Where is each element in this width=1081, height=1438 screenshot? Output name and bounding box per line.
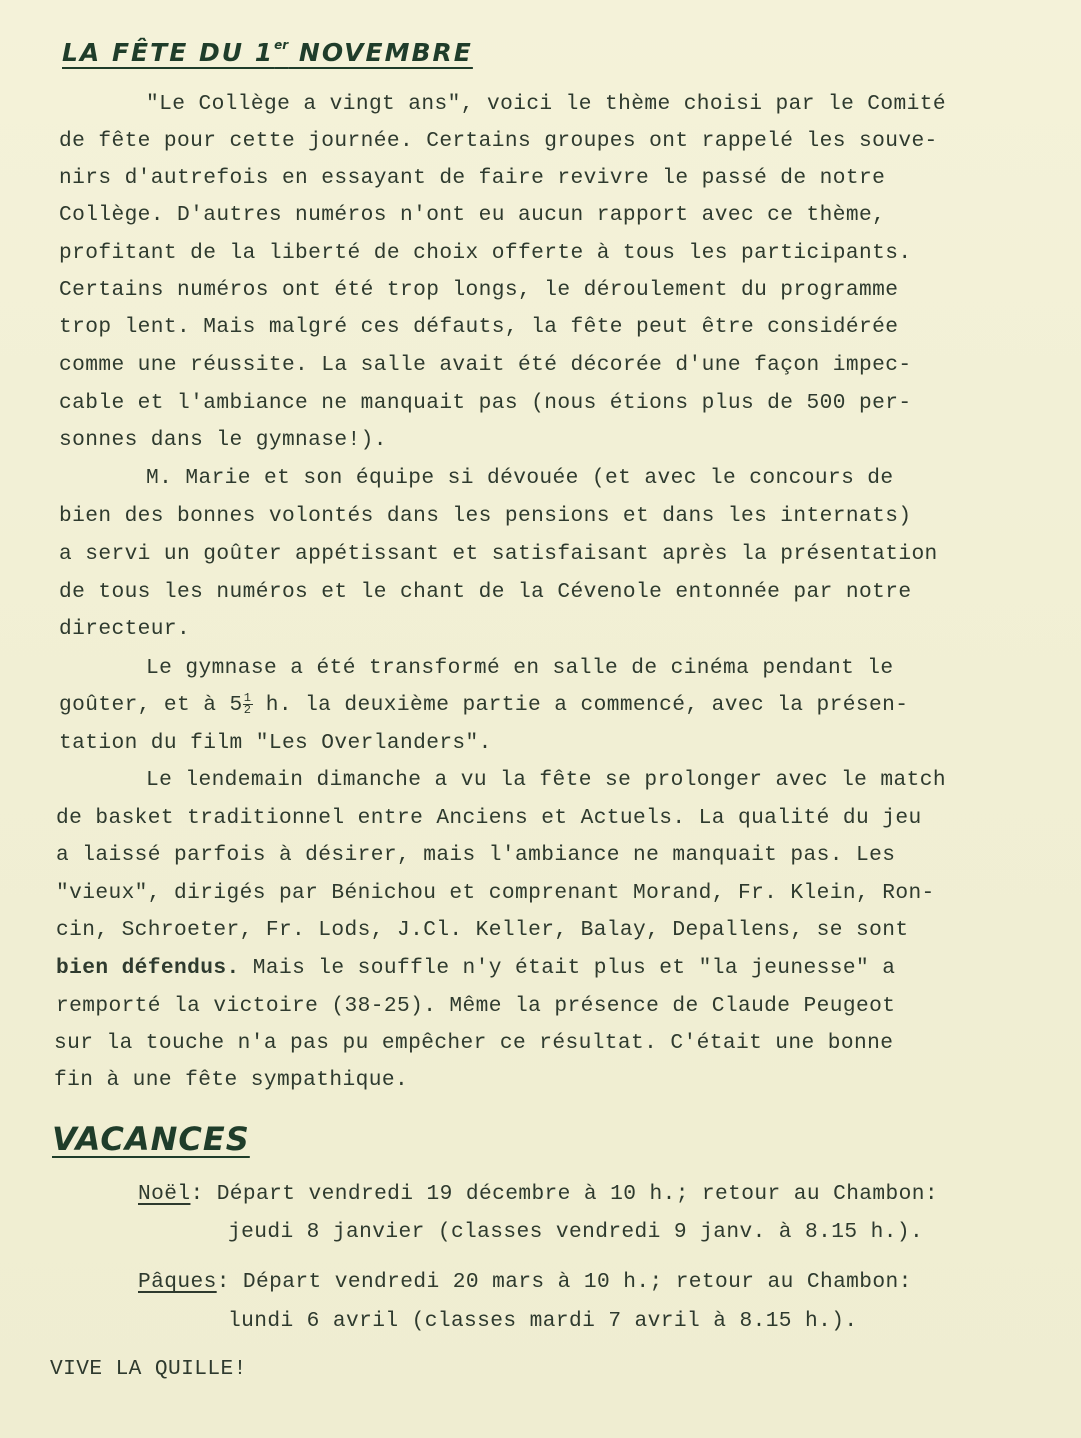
p3-line: Le gymnase a été transformé en salle de cinéma pendant le [146, 656, 894, 680]
noel-line-2: jeudi 8 janvier (classes vendredi 9 janv. à 8.15 h.). [228, 1220, 924, 1244]
fete-heading-post: NOVEMBRE [288, 38, 473, 67]
p2-line: de tous les numéros et le chant de la Cévenole entonnée par notre [59, 580, 912, 604]
p1-line: cable et l'ambiance ne manquait pas (nous étions plus de 500 per- [59, 391, 912, 415]
p4-line: de basket traditionnel entre Anciens et Actuels. La qualité du jeu [56, 806, 922, 830]
noel-details: : Départ vendredi 19 décembre à 10 h.; retour au Chambon: [190, 1182, 938, 1206]
p1-line: "Le Collège a vingt ans", voici le thème choisi par le Comité [146, 92, 946, 116]
p3-line2-post: h. la deuxième partie a commencé, avec la présen- [252, 693, 909, 718]
p3-line [59, 693, 908, 717]
p2-line: a servi un goûter appétissant et satisfaisant après la présentation [59, 542, 938, 566]
p1-line: comme une réussite. La salle avait été décorée d'une façon impec- [59, 353, 912, 377]
p4-line [56, 956, 895, 980]
bold-phrase: bien défendus. [56, 956, 240, 980]
p4-line: a laissé parfois à désirer, mais l'ambiance ne manquait pas. Les [56, 843, 896, 867]
half-fraction: $\frac{1}{2}$ [243, 691, 252, 717]
p4-line: fin à une fête sympathique. [54, 1068, 409, 1092]
p1-line: sonnes dans le gymnase!). [59, 428, 387, 452]
vacances-heading: VACANCES [52, 1120, 250, 1158]
paques-line-2: lundi 6 avril (classes mardi 7 avril à 8.15 h.). [228, 1309, 858, 1333]
p4-line: cin, Schroeter, Fr. Lods, J.Cl. Keller, Balay, Depallens, se sont [56, 918, 909, 942]
p4-line-rest: Mais le souffle n'y était plus et "la jeunesse" a [239, 956, 896, 980]
p3-line2-pre: goûter, et à 5 [59, 693, 243, 718]
p4-line: remporté la victoire (38-25). Même la présence de Claude Peugeot [56, 994, 896, 1018]
p2-line: bien des bonnes volontés dans les pensions et dans les internats) [59, 504, 912, 528]
fete-heading [62, 38, 473, 67]
p1-line: trop lent. Mais malgré ces défauts, la fête peut être considérée [59, 315, 899, 339]
noel-line [138, 1182, 938, 1206]
p4-line: Le lendemain dimanche a vu la fête se prolonger avec le match [146, 768, 946, 792]
p4-line: sur la touche n'a pas pu empêcher ce résultat. C'était une bonne [54, 1031, 894, 1055]
p1-line: de fête pour cette journée. Certains groupes ont rappelé les souve- [59, 129, 938, 153]
p1-line: Certains numéros ont été trop longs, le déroulement du programme [59, 278, 899, 302]
p3-line: tation du film "Les Overlanders". [59, 731, 492, 755]
paques-term: Pâques [138, 1270, 217, 1294]
paques-line [138, 1270, 912, 1294]
fete-heading-sup: er [274, 38, 289, 52]
p2-line: directeur. [59, 617, 191, 641]
p4-line: "vieux", dirigés par Bénichou et comprenant Morand, Fr. Klein, Ron- [56, 881, 935, 905]
p1-line: Collège. D'autres numéros n'ont eu aucun rapport avec ce thème, [59, 203, 886, 227]
noel-term: Noël [138, 1182, 191, 1206]
p2-line: M. Marie et son équipe si dévouée (et avec le concours de [146, 466, 894, 490]
paques-details: : Départ vendredi 20 mars à 10 h.; retour au Chambon: [216, 1270, 912, 1294]
fete-heading-pre: LA FÊTE DU 1 [62, 38, 275, 67]
closing-line: VIVE LA QUILLE! [50, 1357, 247, 1381]
p1-line: profitant de la liberté de choix offerte à tous les participants. [59, 241, 912, 265]
p1-line: nirs d'autrefois en essayant de faire revivre le passé de notre [59, 166, 886, 190]
